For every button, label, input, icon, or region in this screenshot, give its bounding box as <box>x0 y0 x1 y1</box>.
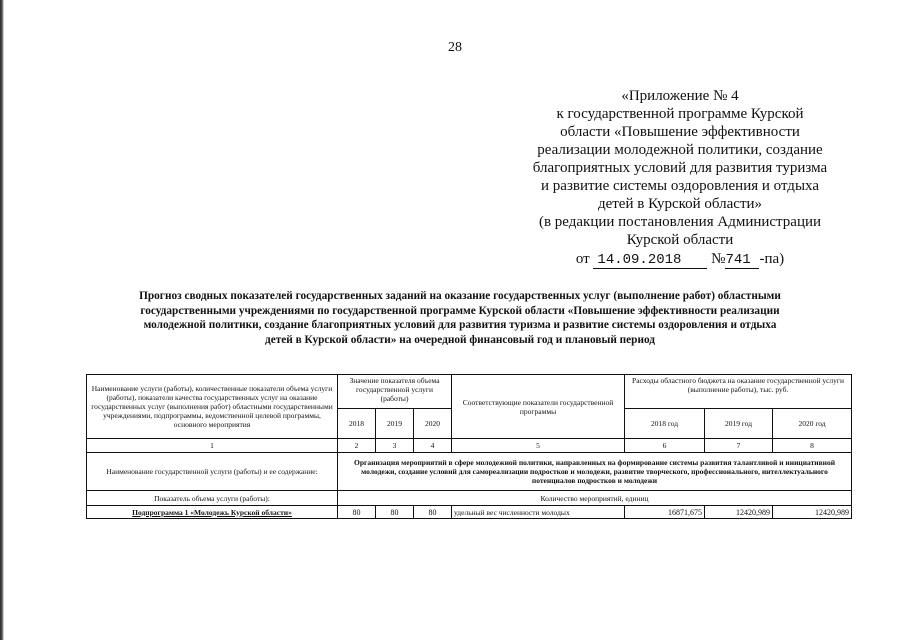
indicator-value: Количество мероприятий, единиц <box>338 491 852 506</box>
appendix-line: и развитие системы оздоровления и отдыха <box>541 178 819 194</box>
header-value-line: государственной услуги <box>356 385 434 394</box>
title-line: Прогноз сводных показателей государственных заданий на оказание государственных услуг (выполнение работ) областными <box>139 290 781 302</box>
subprogram-expense-2020: 12420,989 <box>773 506 852 519</box>
decree-number: 741 <box>725 253 759 269</box>
header-expense-year: 2018 год <box>625 409 705 439</box>
header-service-name: Наименование услуги (работы), количественные показатели объема услуги (работы), показатели качества государственных услуг на оказание государственных услуг (выполнения работ) областными государственными учреждениями, подпрограммы, ведомственной целевой программы, основного мероприятия <box>87 375 338 439</box>
column-number: 6 <box>625 439 705 453</box>
document-title <box>80 289 840 347</box>
subprogram-value-2018: 80 <box>338 506 376 519</box>
column-number: 2 <box>338 439 376 453</box>
header-expense-group: Расходы областного бюджета на оказание государственной услуги (выполнение работы), тыс. руб. <box>625 375 852 409</box>
appendix-line: к государственной программе Курской <box>556 106 804 122</box>
column-number: 8 <box>773 439 852 453</box>
appendix-line: реализации молодежной политики, создание <box>537 142 823 158</box>
decree-date: 14.09.2018 <box>593 253 707 269</box>
column-number: 7 <box>705 439 773 453</box>
column-number: 5 <box>452 439 625 453</box>
title-line: молодежной политики, создание благоприятных условий для развития туризма и развитие системы оздоровления и отдыха <box>143 319 777 331</box>
scan-edge <box>0 0 4 640</box>
header-corresponding-indicators: Соответствующие показатели государственной программы <box>452 375 625 439</box>
page-number: 28 <box>448 40 462 55</box>
column-number: 1 <box>87 439 338 453</box>
header-expense-year: 2019 год <box>705 409 773 439</box>
header-value-line: Значение показателя объема <box>349 376 440 385</box>
subprogram-name: Подпрограмма 1 «Молодежь Курской области» <box>87 506 338 519</box>
appendix-line: детей в Курской области» <box>597 196 763 212</box>
date-prefix: от <box>575 251 590 267</box>
subprogram-expense-2019: 12420,989 <box>705 506 773 519</box>
subprogram-value-2019: 80 <box>376 506 414 519</box>
appendix-line: Курской области <box>626 232 734 248</box>
appendix-line: благоприятных условий для развития туризма <box>532 160 828 176</box>
number-prefix: № <box>711 251 726 267</box>
header-year: 2019 <box>376 409 414 439</box>
forecast-table <box>86 374 852 519</box>
header-value-group <box>338 375 452 409</box>
service-description: Организация мероприятий в сфере молодежной политики, направленных на формирование системы развития талантливой и инициативной молодежи, создание условий для самореализации подростков и молодежи, развитие творческого, профессионального, интеллектуального потенциалов подростков и молодежи <box>338 453 852 491</box>
appendix-line: области «Повышение эффективности <box>560 124 800 140</box>
service-label: Наименование государственной услуги (работы) и ее содержание: <box>87 453 338 491</box>
indicator-label: Показатель объема услуги (работы): <box>87 491 338 506</box>
appendix-line: «Приложение № 4 <box>621 88 739 104</box>
decree-date-number <box>520 250 840 269</box>
title-line: детей в Курской области» на очередной финансовый год и плановый период <box>264 333 656 346</box>
column-number: 3 <box>376 439 414 453</box>
header-expense-year: 2020 год <box>773 409 852 439</box>
subprogram-indicator: удельный вес численности молодых <box>452 506 625 519</box>
header-year: 2020 <box>414 409 452 439</box>
column-number: 4 <box>414 439 452 453</box>
appendix-header <box>520 87 840 269</box>
appendix-line: (в редакции постановления Администрации <box>538 214 822 230</box>
header-value-line: (работы) <box>380 394 409 403</box>
subprogram-expense-2018: 16871,675 <box>625 506 705 519</box>
subprogram-value-2020: 80 <box>414 506 452 519</box>
number-suffix: -па) <box>759 251 785 267</box>
header-year: 2018 <box>338 409 376 439</box>
title-line: государственными учреждениями по государственной программе Курской области «Повышение эффективности реализации <box>140 304 780 317</box>
